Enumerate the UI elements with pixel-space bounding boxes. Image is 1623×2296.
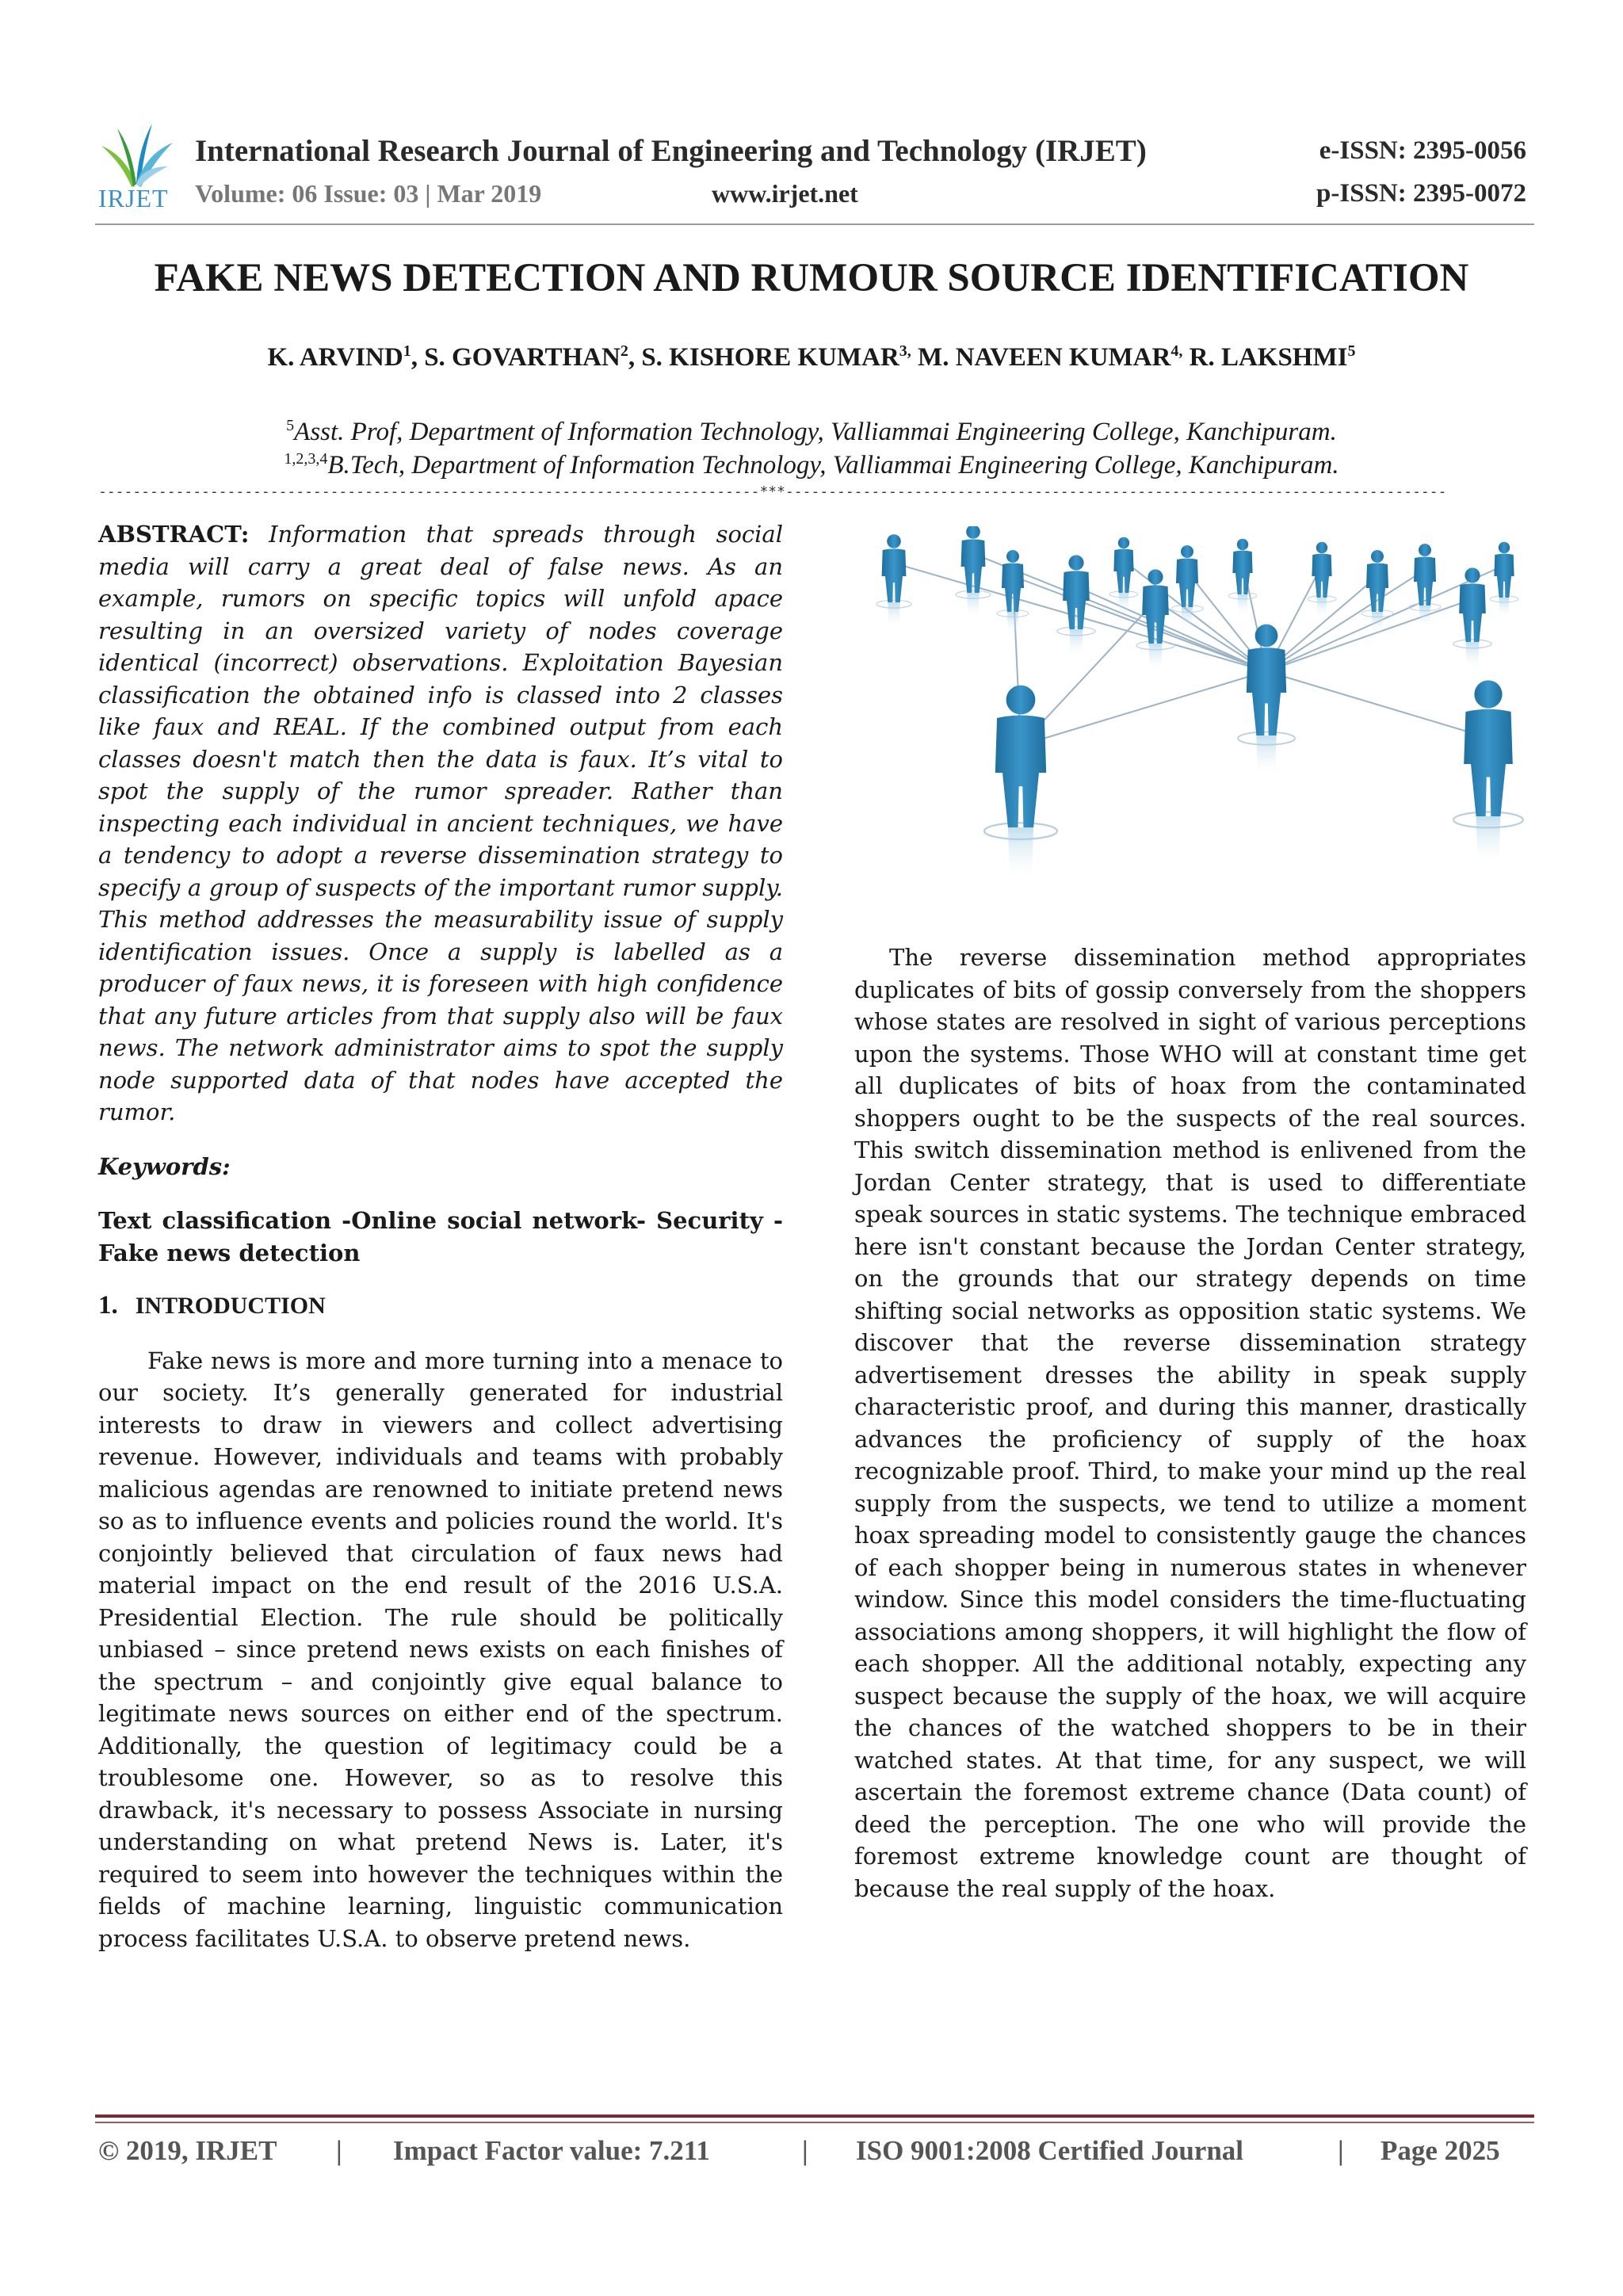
author-sup: 5 bbox=[1347, 342, 1356, 360]
abstract bbox=[98, 518, 783, 1129]
affiliation-2: $^{1,2,3,4}$B.Tech, Department of Information Technology, Valliammai Engineering College, Kanchipuram. bbox=[284, 450, 1339, 479]
left-column bbox=[98, 518, 783, 1954]
section-separator: -----------------------------------------------------------------------------***----------------------------------------------------------------------------- bbox=[98, 483, 1447, 500]
person-icon bbox=[1453, 680, 1523, 869]
person-icon bbox=[1308, 542, 1336, 619]
person-icon bbox=[876, 534, 911, 628]
paper-title: FAKE NEWS DETECTION AND RUMOUR SOURCE IDENTIFICATION bbox=[154, 256, 1469, 300]
author-sup: 1 bbox=[403, 342, 411, 360]
volume-issue: Volume: 06 Issue: 03 | Mar 2019 bbox=[195, 179, 542, 208]
author-list: K. ARVIND$^1$, S. GOVARTHAN$^2$, S. KISHORE $KUMAR^{3,}$ M. NAVEEN $KUMAR^{4,}$ R. LAKSHMI$^5$ bbox=[267, 342, 1356, 372]
person-icon bbox=[956, 526, 991, 619]
author-name: R. LAKSHMI bbox=[1189, 343, 1348, 372]
author-sup: 4, bbox=[1170, 342, 1183, 360]
author-sup: 2 bbox=[620, 342, 628, 360]
footer-iso: ISO 9001:2008 Certified Journal bbox=[856, 2135, 1244, 2166]
social-network-people-icon bbox=[854, 526, 1526, 923]
person-icon bbox=[1057, 555, 1095, 658]
person-icon bbox=[997, 550, 1029, 636]
footer-separator: | bbox=[1338, 2135, 1344, 2166]
author-name: K. ARVIND bbox=[267, 343, 403, 372]
right-column bbox=[854, 942, 1526, 1904]
footer-separator: | bbox=[336, 2135, 342, 2166]
person-icon bbox=[1228, 539, 1257, 616]
abstract-text: Information that spreads through social media will carry a great deal of false news. As an example, rumors on specific topics will unfold apace resulting in an oversized variety of nodes coverage identical (incorrect) observations. Exploitation Bayesian classification the obtained info is classed into 2 classes like faux and REAL. If the combined output from each classes doesn't match then the data is faux. It’s vital to spot the supply of the rumor spreader. Rather than inspecting each individual in ancient techniques, we have a tendency to adopt a reverse dissemination strategy to specify a group of suspects of the important rumor supply. This method addresses the measurability issue of supply identification issues. Once a supply is labelled as a producer of faux news, it is foreseen with high confidence that any future articles from that supply also will be faux news. The network administrator aims to spot the supply node supported data of that nodes have accepted the rumor. bbox=[98, 521, 783, 1125]
author-name: M. NAVEEN KUMAR bbox=[918, 343, 1171, 372]
author-name: S. KISHORE KUMAR bbox=[641, 343, 899, 372]
footer-impact-factor: Impact Factor value: 7.211 bbox=[393, 2135, 710, 2166]
footer-page-number: Page 2025 bbox=[1381, 2135, 1500, 2166]
journal-website-link[interactable]: www.irjet.net bbox=[712, 179, 858, 208]
logo-text: IRJET bbox=[98, 184, 169, 212]
abstract-label: ABSTRACT: bbox=[98, 521, 250, 548]
section-number: 1. bbox=[98, 1291, 118, 1320]
keywords-text: Text classification -Online social network- Security - Fake news detection bbox=[98, 1207, 783, 1266]
person-icon bbox=[1453, 567, 1491, 670]
footer-copyright: © 2019, IRJET bbox=[98, 2135, 277, 2166]
footer-rule bbox=[95, 2115, 1534, 2118]
section-title: INTRODUCTION bbox=[135, 1293, 326, 1319]
section-heading-introduction bbox=[98, 1289, 783, 1323]
p-issn: p-ISSN: 2395-0072 bbox=[1316, 179, 1526, 208]
footer-separator: | bbox=[802, 2135, 808, 2166]
intro-paragraph-1: Fake news is more and more turning into a menace to our society. It’s generally generated for industrial interests to draw in viewers and collect advertising revenue. However, individuals and teams with probably malicious agendas are renowned to initiate pretend news so as to influence events and policies round the world. It's conjointly believed that circulation of faux news had material impact on the end result of the 2016 U.S.A. Presidential Election. The rule should be politically unbiased – since pretend news exists on each finishes of the spectrum – and conjointly give equal balance to legitimate news sources on either end of the spectrum. Additionally, the question of legitimacy could be a troublesome one. However, so as to resolve this drawback, it's necessary to possess Associate in nursing understanding on what pretend News is. Later, it's required to seem into however the techniques within the fields of machine learning, linguistic communication process facilitates U.S.A. to observe pretend news. bbox=[98, 1347, 783, 1952]
affiliation-1: $^5$Asst. Prof, Department of Information Technology, Valliammai Engineering College, Kanchipuram. bbox=[286, 417, 1337, 446]
person-icon bbox=[1490, 542, 1518, 619]
header-divider bbox=[95, 223, 1534, 225]
author-sup: 3, bbox=[899, 342, 911, 360]
footer-rule-thin bbox=[95, 2122, 1534, 2123]
e-issn: e-ISSN: 2395-0056 bbox=[1319, 136, 1526, 165]
person-icon bbox=[984, 686, 1057, 882]
intro-paragraph-2: The reverse dissemination method appropriates duplicates of bits of gossip conversely from the shoppers whose states are resolved in sight of various perceptions upon the systems. Those WHO will at constant time get all duplicates of bits of hoax from the contaminated shoppers ought to be the suspects of the real sources. This switch dissemination method is enlivened from the Jordan Center strategy, that is used to differentiate speak sources in static systems. The technique embraced here isn't constant because the Jordan Center strategy, on the grounds that our strategy depends on time shifting social networks as opposition static systems. We discover that the reverse dissemination strategy advertisement dresses the ability in speak supply characteristic proof, and during this manner, drastically advances the proficiency of supply of the hoax recognizable proof. Third, to make your mind up the real supply from the suspects, we tend to utilize a moment hoax spreading model to consistently gauge the chances of each shopper being in numerous states in whenever window. Since this model considers the time-fluctuating associations among shoppers, it will highlight the flow of each shopper. All the additional notably, expecting any suspect because the supply of the hoax, we will acquire the chances of the watched shoppers to be in their watched states. At that time, for any suspect, we will ascertain the foremost extreme chance (Data count) of deed the perception. The one who will provide the foremost extreme knowledge count are thought of because the real supply of the hoax. bbox=[854, 944, 1526, 1902]
person-icon bbox=[1409, 544, 1441, 629]
keywords-label: Keywords: bbox=[98, 1152, 231, 1180]
journal-title: International Research Journal of Engineering and Technology (IRJET) bbox=[195, 134, 1147, 168]
author-name: S. GOVARTHAN bbox=[424, 343, 621, 372]
